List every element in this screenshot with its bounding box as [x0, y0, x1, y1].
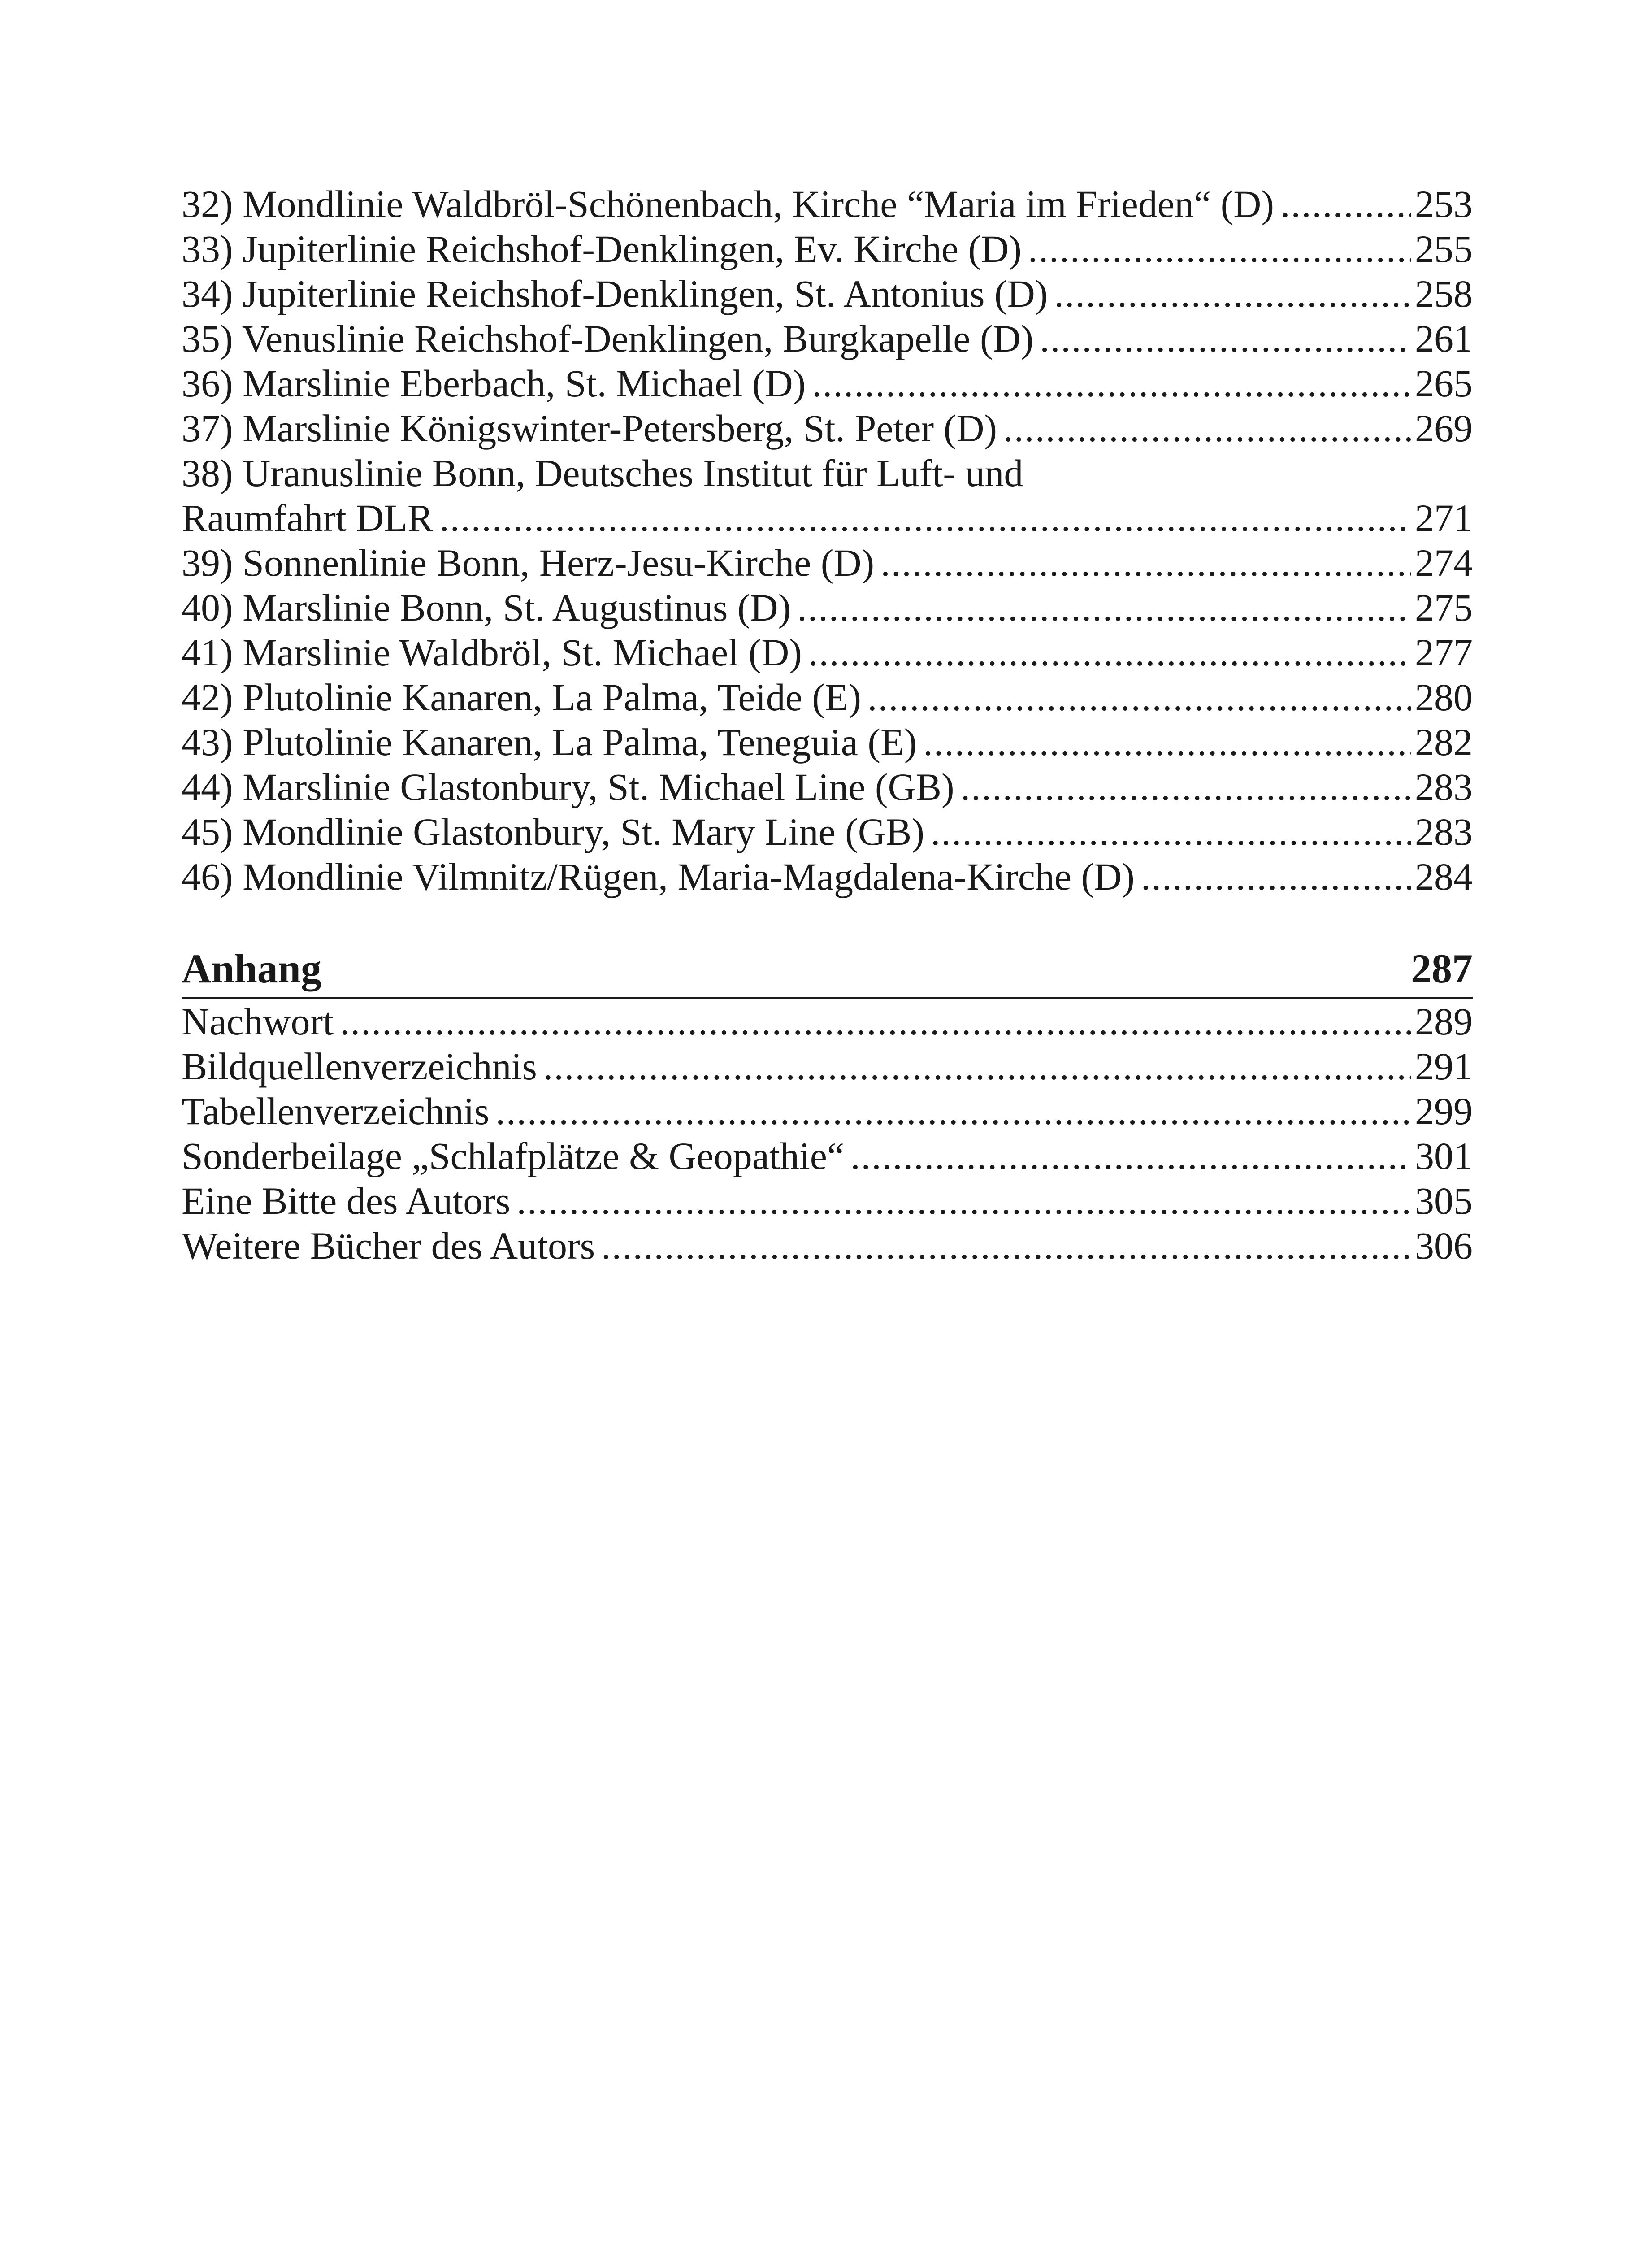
- toc-entry: [182, 765, 1473, 809]
- toc-entry-title: 35) Venuslinie Reichshof-Denklingen, Burgkapelle (D): [182, 317, 1034, 360]
- toc-list: [182, 182, 1473, 899]
- appendix-entry: [182, 999, 1473, 1044]
- appendix-list: [182, 999, 1473, 1268]
- dot-leader: [880, 540, 1411, 585]
- toc-entry: [182, 226, 1473, 271]
- dot-leader: [797, 585, 1411, 630]
- toc-entry-title: 41) Marslinie Waldbröl, St. Michael (D): [182, 631, 802, 674]
- toc-entry-title: 32) Mondlinie Waldbröl-Schönenbach, Kirche “Maria im Frieden“ (D): [182, 182, 1274, 226]
- toc-entry-page: 269: [1415, 407, 1473, 450]
- toc-entry-page: 283: [1415, 765, 1473, 808]
- toc-entry-title: 33) Jupiterlinie Reichshof-Denklingen, Ev. Kirche (D): [182, 227, 1022, 270]
- toc-entry-page: 284: [1415, 855, 1473, 898]
- dot-leader: [1040, 316, 1411, 361]
- dot-leader: [961, 765, 1411, 809]
- toc-entry-title: 36) Marslinie Eberbach, St. Michael (D): [182, 362, 806, 405]
- toc-entry-title: 40) Marslinie Bonn, St. Augustinus (D): [182, 586, 791, 629]
- dot-leader: [340, 999, 1411, 1044]
- appendix-page: 287: [1411, 946, 1473, 991]
- toc-entry-title: 44) Marslinie Glastonbury, St. Michael Line (GB): [182, 765, 954, 808]
- dot-leader: [516, 1178, 1411, 1223]
- dot-leader: [601, 1223, 1411, 1268]
- toc-page: [182, 182, 1473, 1268]
- appendix-entry: [182, 1178, 1473, 1223]
- appendix-title: Anhang: [182, 946, 321, 991]
- toc-entry-page: 261: [1415, 317, 1473, 360]
- toc-entry: [182, 809, 1473, 854]
- toc-entry-page: 265: [1415, 362, 1473, 405]
- dot-leader: [931, 809, 1411, 854]
- toc-entry-page: 283: [1415, 810, 1473, 853]
- toc-entry-title: 43) Plutolinie Kanaren, La Palma, Teneguia (E): [182, 721, 917, 764]
- toc-entry: [182, 854, 1473, 899]
- toc-entry: [182, 271, 1473, 316]
- dot-leader: [1054, 271, 1411, 316]
- appendix-entry: [182, 1134, 1473, 1178]
- toc-entry-page: 280: [1415, 676, 1473, 719]
- dot-leader: [850, 1134, 1411, 1178]
- dot-leader: [1003, 406, 1411, 451]
- toc-entry-title: 39) Sonnenlinie Bonn, Herz-Jesu-Kirche (D): [182, 541, 875, 584]
- toc-entry-page: 255: [1415, 227, 1473, 270]
- appendix-entry-page: 301: [1415, 1134, 1473, 1177]
- toc-entry-page: 253: [1415, 182, 1473, 226]
- toc-entry-title: 46) Mondlinie Vilmnitz/Rügen, Maria-Magdalena-Kirche (D): [182, 855, 1135, 898]
- appendix-entry-page: 305: [1415, 1179, 1473, 1222]
- appendix-entry-page: 291: [1415, 1045, 1473, 1088]
- toc-entry: [182, 182, 1473, 226]
- dot-leader: [808, 630, 1411, 675]
- toc-entry: [182, 540, 1473, 585]
- appendix-entry: [182, 1223, 1473, 1268]
- toc-entry: [182, 406, 1473, 451]
- appendix-entry-title: Eine Bitte des Autors: [182, 1179, 511, 1222]
- dot-leader: [867, 675, 1411, 720]
- appendix-entry-title: Weitere Bücher des Autors: [182, 1224, 595, 1267]
- toc-entry: [182, 361, 1473, 406]
- toc-entry-page: 282: [1415, 721, 1473, 764]
- appendix-entry-title: Tabellenverzeichnis: [182, 1090, 490, 1133]
- appendix-entry: [182, 1089, 1473, 1134]
- toc-entry-title: 37) Marslinie Königswinter-Petersberg, St. Peter (D): [182, 407, 997, 450]
- toc-entry-first-line: [182, 451, 1473, 495]
- dot-leader: [923, 720, 1411, 765]
- toc-entry-page: 274: [1415, 541, 1473, 584]
- dot-leader: [439, 495, 1411, 540]
- toc-entry-page: 277: [1415, 631, 1473, 674]
- toc-entry-title: 42) Plutolinie Kanaren, La Palma, Teide (E): [182, 676, 862, 719]
- dot-leader: [543, 1044, 1411, 1089]
- toc-entry-page: 258: [1415, 272, 1473, 315]
- toc-entry: [182, 316, 1473, 361]
- appendix-entry-title: Bildquellenverzeichnis: [182, 1045, 537, 1088]
- toc-entry-title: 34) Jupiterlinie Reichshof-Denklingen, St. Antonius (D): [182, 272, 1048, 315]
- appendix-entry-title: Sonderbeilage „Schlafplätze & Geopathie“: [182, 1134, 845, 1177]
- toc-entry: [182, 585, 1473, 630]
- appendix-entry: [182, 1044, 1473, 1089]
- dot-leader: [1280, 182, 1411, 226]
- appendix-entry-page: 306: [1415, 1224, 1473, 1267]
- toc-entry-title-line1: 38) Uranuslinie Bonn, Deutsches Institut für Luft- und: [182, 452, 1023, 495]
- toc-entry-page: 275: [1415, 586, 1473, 629]
- dot-leader: [1141, 854, 1411, 899]
- appendix-entry-title: Nachwort: [182, 1000, 334, 1043]
- appendix-entry-page: 289: [1415, 1000, 1473, 1043]
- dot-leader: [812, 361, 1411, 406]
- toc-entry-title: Raumfahrt DLR: [182, 496, 434, 539]
- appendix-header: [182, 944, 1473, 999]
- appendix-entry-page: 299: [1415, 1090, 1473, 1133]
- toc-entry: [182, 720, 1473, 765]
- toc-entry-page: 271: [1415, 496, 1473, 539]
- toc-entry: [182, 495, 1473, 540]
- dot-leader: [1028, 226, 1411, 271]
- toc-entry: [182, 630, 1473, 675]
- toc-entry-title: 45) Mondlinie Glastonbury, St. Mary Line (GB): [182, 810, 924, 853]
- toc-entry: [182, 675, 1473, 720]
- dot-leader: [495, 1089, 1411, 1134]
